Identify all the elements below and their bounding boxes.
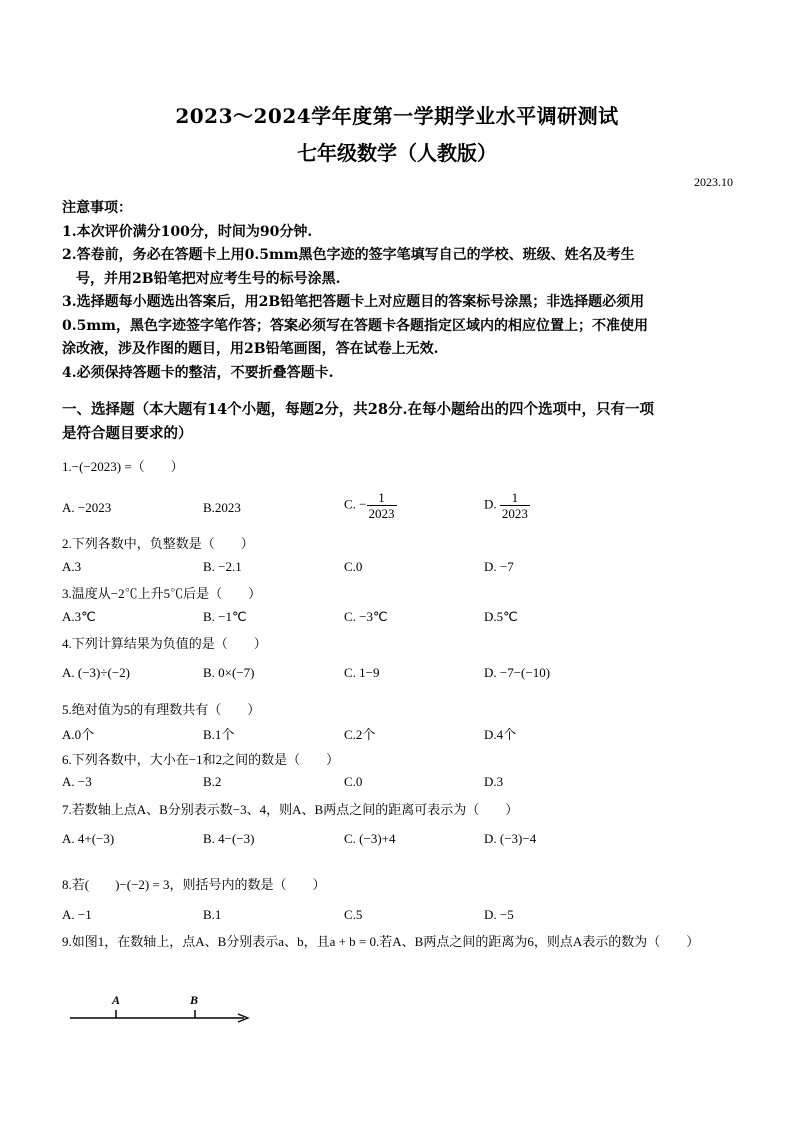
question-3-option-b: B. −1℃	[203, 609, 247, 624]
question-1-option-d	[484, 490, 530, 521]
note-item-3: 3.选择题每小题选出答案后，用2B铅笔把答题卡上对应题目的答案标号涂黑；非选择题必须用	[62, 294, 645, 310]
question-3-option-c: C. −3℃	[344, 609, 388, 624]
question-7-option-b: B. 4−(−3)	[203, 831, 255, 846]
fraction-numerator: 1	[511, 490, 519, 505]
question-8-option-c: C.5	[344, 907, 363, 922]
question-3-stem: 3.温度从−2℃上升5℃后是（ ）	[62, 586, 262, 601]
section-heading-line1: 一、选择题（本大题有14个小题，每题2分，共28分.在每小题给出的四个选项中，只有一项	[62, 401, 654, 418]
point-a-label: A	[112, 993, 121, 1007]
note-item-3-cont2: 涂改液，涉及作图的题目，用2B铅笔画图，答在试卷上无效.	[62, 341, 439, 357]
section-heading-line2: 是符合题目要求的）	[62, 425, 193, 442]
question-4-option-d: D. −7−(−10)	[484, 665, 551, 680]
question-8-option-a: A. −1	[62, 907, 92, 922]
fraction-numerator: 1	[378, 490, 385, 505]
question-9-stem: 9.如图1，在数轴上，点A、B分别表示a、b，且a + b = 0.若A、B两点之间的距离为6，则点A表示的数为（ ）	[62, 934, 700, 949]
notes-heading: 注意事项：	[62, 200, 132, 216]
section-heading	[62, 398, 736, 446]
exam-date: 2023.10	[694, 175, 733, 189]
question-1-option-a: A. −2023	[62, 500, 112, 515]
question-7-stem: 7.若数轴上点A、B分别表示数−3、4，则A、B两点之间的距离可表示为（ ）	[62, 802, 519, 817]
question-2-option-b: B. −2.1	[203, 559, 242, 574]
question-5-stem: 5.绝对值为5的有理数共有（ ）	[62, 702, 261, 717]
question-6-stem: 6.下列各数中，大小在−1和2之间的数是（ ）	[62, 752, 340, 767]
note-item-2-cont: 号，并用2B铅笔把对应考生号的标号涂黑.	[76, 270, 341, 287]
question-5-option-c: C.2个	[344, 727, 376, 742]
question-4-option-a: A. (−3)÷(−2)	[62, 665, 131, 680]
fraction-denominator: 2023	[368, 506, 395, 521]
question-1-option-c	[344, 490, 397, 521]
question-8-stem: 8.若( )−(−2) = 3，则括号内的数是（ ）	[62, 877, 326, 892]
question-2-option-c: C.0	[344, 559, 363, 574]
note-item-4: 4.必须保持答题卡的整洁，不要折叠答题卡.	[62, 364, 334, 381]
question-5-option-b: B.1个	[203, 727, 235, 742]
question-7-option-d: D. (−3)−4	[484, 831, 537, 846]
exam-title: 2023～2024学年度第一学期学业水平调研测试	[175, 104, 619, 128]
question-6-option-b: B.2	[203, 774, 222, 789]
question-1-option-d-prefix: D.	[484, 496, 500, 512]
point-b-label: B	[190, 993, 199, 1007]
note-item-3-cont1: 0.5mm，黑色字迹签字笔作答；答案必须写在答题卡各题指定区域内的相应位置上；不准使用	[62, 317, 648, 334]
fraction	[367, 490, 397, 521]
question-4-option-c: C. 1−9	[344, 665, 380, 680]
question-3-option-d: D.5℃	[484, 609, 518, 624]
number-line-figure	[68, 990, 258, 1030]
question-2-stem: 2.下列各数中，负整数是（ ）	[62, 536, 254, 551]
question-5-option-d: D.4个	[484, 727, 517, 742]
question-8-option-b: B.1	[203, 907, 222, 922]
question-4-stem: 4.下列计算结果为负值的是（ ）	[62, 636, 267, 651]
question-6-option-d: D.3	[484, 774, 504, 789]
exam-subtitle: 七年级数学（人教版）	[297, 141, 497, 165]
question-8-option-d: D. −5	[484, 907, 514, 922]
question-1-option-b: B.2023	[203, 500, 241, 515]
question-6-option-a: A. −3	[62, 774, 92, 789]
question-6-option-c: C.0	[344, 774, 363, 789]
question-4-option-b: B. 0×(−7)	[203, 665, 255, 680]
note-item-2: 2.答卷前，务必在答题卡上用0.5mm黑色字迹的签字笔填写自己的学校、班级、姓名及考生	[62, 247, 635, 263]
question-7-option-c: C. (−3)+4	[344, 831, 396, 846]
note-item-1: 1.本次评价满分100分，时间为90分钟.	[62, 223, 313, 240]
question-3-option-a: A.3℃	[62, 609, 96, 624]
notes-block	[62, 197, 732, 385]
question-1-stem: 1.−(−2023) =（ ）	[62, 459, 184, 474]
question-2-option-a: A.3	[62, 559, 82, 574]
question-5-option-a: A.0个	[62, 727, 95, 742]
fraction-denominator: 2023	[501, 506, 528, 521]
question-7-option-a: A. 4+(−3)	[62, 831, 115, 846]
fraction	[500, 490, 530, 521]
question-1-option-c-prefix: C. −	[344, 496, 367, 512]
question-2-option-d: D. −7	[484, 559, 514, 574]
